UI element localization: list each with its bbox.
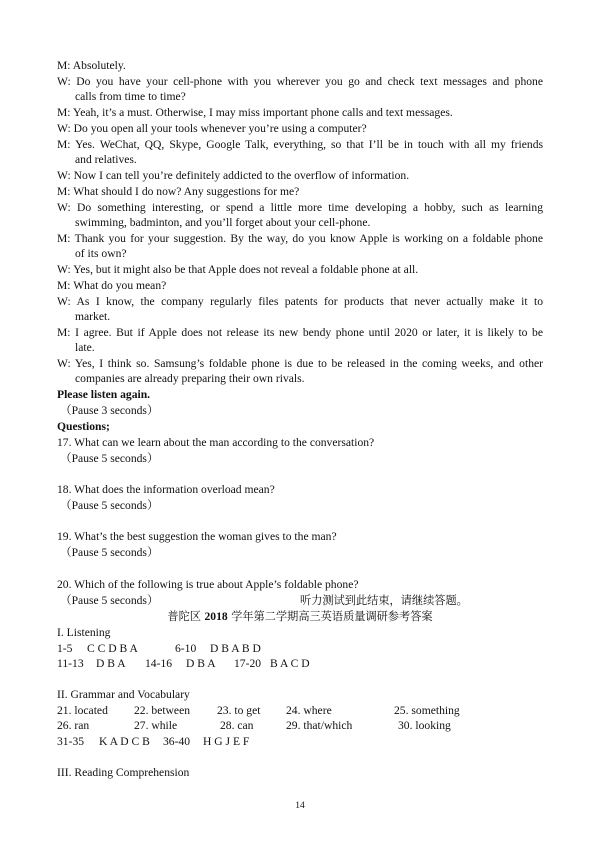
listen-again-heading: Please listen again.	[57, 388, 151, 401]
dialogue-line: W: Yes, but it might also be that Apple does not reveal a foldable phone at all.	[57, 263, 419, 276]
section-reading-heading: III. Reading Comprehension	[57, 766, 190, 779]
section-listening-heading: I. Listening	[57, 626, 111, 639]
answer-key-title: 普陀区 2018 学年第二学期高三英语质量调研参考答案	[167, 610, 433, 623]
dialogue-line: M: Yeah, it’s a must. Otherwise, I may miss important phone calls and text messages.	[57, 106, 453, 119]
dialogue-line: W: Now I can tell you’re definitely addicted to the overflow of information.	[57, 169, 410, 182]
page-number: 14	[295, 801, 305, 811]
question-19: 19. What’s the best suggestion the woman gives to the man?	[57, 530, 337, 543]
pause-note: （Pause 5 seconds）	[60, 499, 159, 512]
dialogue-continuation: companies are already preparing their own rivals.	[75, 372, 305, 385]
pause-note: （Pause 5 seconds）	[60, 546, 159, 559]
dialogue-line: M: Yes. WeChat, QQ, Skype, Google Talk, everything, so that I’ll be in touch with all my friends	[57, 138, 543, 151]
dialogue-line: W: As I know, the company regularly files patents for products that never actually make it to	[57, 295, 543, 308]
section-grammar-heading: II. Grammar and Vocabulary	[57, 688, 190, 701]
dialogue-continuation: and relatives.	[75, 153, 137, 166]
dialogue-line: W: Do something interesting, or spend a little more time developing a hobby, such as learning	[57, 201, 543, 214]
dialogue-line: M: I agree. But if Apple does not release its new bendy phone until 2020 or later, it is likely to be	[57, 326, 543, 339]
dialogue-continuation: market.	[75, 310, 111, 323]
dialogue-line: W: Yes, I think so. Samsung’s foldable phone is due to be released in the coming weeks, and other	[57, 357, 544, 370]
dialogue-continuation: swimming, badminton, and you’ll forget about your cell-phone.	[75, 216, 371, 229]
end-of-listening-note: 听力测试到此结束，请继续答题。	[300, 594, 468, 607]
dialogue-line: W: Do you have your cell-phone with you wherever you go and check text messages and phone	[57, 75, 543, 88]
pause-note: （Pause 5 seconds）	[60, 452, 159, 465]
dialogue-continuation: late.	[75, 341, 95, 354]
question-20: 20. Which of the following is true about Apple’s foldable phone?	[57, 578, 359, 591]
dialogue-line: M: Absolutely.	[57, 59, 126, 72]
pause-note: （Pause 3 seconds）	[60, 404, 159, 417]
dialogue-line: M: Thank you for your suggestion. By the way, do you know Apple is working on a foldable phone	[57, 232, 543, 245]
question-17: 17. What can we learn about the man according to the conversation?	[57, 436, 375, 449]
questions-heading: Questions;	[57, 420, 110, 433]
dialogue-line: W: Do you open all your tools whenever you’re using a computer?	[57, 122, 367, 135]
exam-page: M: Absolutely. W: Do you have your cell-phone with you wherever you go and check text messages and phone calls from time to time? M: Yeah, it’s a must. Otherwise, I may miss important phone calls and text messages. W: Do you open all your tools whenever you’re using a computer? M: Yes. WeChat, QQ, Skype, Google Talk, everything, so that I’ll be in touch with all my friends and relatives. W: Now I can tell you’re definitely addicted to the overflow of information. M: What should I do now? Any suggestions for me? W: Do something interesting, or spend a little more time developing a hobby, such as learning swimming, badminton, and you’ll forget about your cell-phone. M: Thank you for your suggestion. By the way, do you know Apple is working on a foldable phone of its own? W: Yes, but it might also be that Apple does not reveal a foldable phone at all. M: What do you mean? W: As I know, the company regularly files patents for products that never actually make it to market. M: I agree. But if Apple does not release its new bendy phone until 2020 or later, it is likely to be late. W: Yes, I think so. Samsung’s foldable phone is due to be released in the coming weeks, and other companies are already preparing their own rivals. Please listen again. （Pause 3 seconds） Questions; 17. What can we learn about the man according to the conversation? （Pause 5 seconds） 18. What does the information overload mean? （Pause 5 seconds） 19. What’s the best suggestion the woman gives to the man? （Pause 5 seconds） 20. Which of the following is true about Apple’s foldable phone? （Pause 5 seconds） 听力测试到此结束，请继续答题。 普陀区 2018 学年第二学期高三英语质量调研参考答案 I. Listening 1-5 C C D B A 6-10 D B A B D 11-13 D B A 14-16 D B A 17-20 B A C D II. Grammar and Vocabulary 21. located 22. between 23. to get 24. where 25. something 26. ran 27. while 28. can 29. that/which 30. looking 31-35 K A D C B 36-40 H G J E F III. Reading Comprehension 14	[0, 0, 600, 849]
question-18: 18. What does the information overload mean?	[57, 483, 275, 496]
dialogue-line: M: What do you mean?	[57, 279, 167, 292]
pause-note: （Pause 5 seconds）	[60, 594, 159, 607]
dialogue-line: M: What should I do now? Any suggestions for me?	[57, 185, 300, 198]
dialogue-continuation: calls from time to time?	[75, 90, 186, 103]
dialogue-continuation: of its own?	[75, 247, 127, 260]
